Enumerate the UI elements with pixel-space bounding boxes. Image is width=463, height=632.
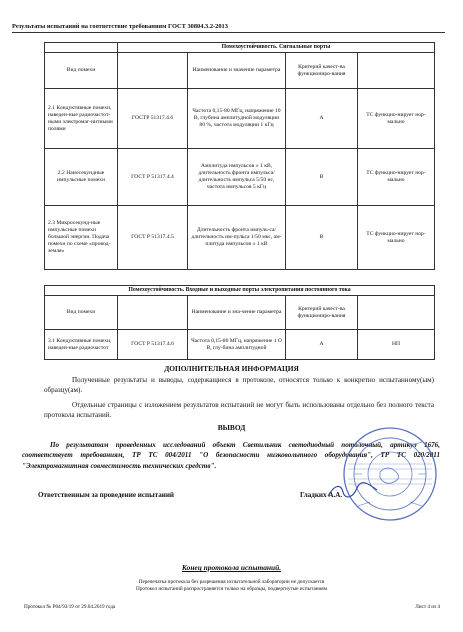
page-counter: Лист 4 из 4	[415, 604, 440, 610]
lab-stamp	[340, 424, 440, 524]
reprint-note: Перепечатка протокола без разрешения испытательной лаборатории не допускается	[138, 579, 325, 585]
results-table-signal-ports	[44, 42, 435, 270]
col-header-param: Наименование и зна-чение параметра	[188, 296, 286, 330]
results-table-dc-power-ports	[44, 285, 435, 360]
conclusion-title: ВЫВОД	[217, 423, 246, 432]
cell-param: Амплитуда импульсов ± 1 кВ, длительность фронта импульса/длительность импульса 5/50 нс, частота импульсов 5 кГц	[188, 149, 286, 206]
cell-result: ТС функцио-нирует нор-мально	[358, 149, 435, 206]
cell-view: 2.3 Микросекунд-ные импульсные помехи большой энергии. Подача помехи по схеме «провод-земля»	[45, 206, 118, 270]
cell-standard: ГОСТР 51317.4.6	[118, 89, 188, 149]
additional-info-paragraph: Полученные результаты и выводы, содержащиеся в протоколе, относятся только к конкретно испытанному(ым) образцу(ам).	[44, 376, 434, 394]
scope-note: Протокол испытаний распространяется только на образцы, подвергнутые испытаниям	[136, 586, 327, 592]
cell-criterion: B	[286, 206, 358, 270]
cell-standard: ГОСТ Р 51317.4.5	[118, 206, 188, 270]
table-row	[45, 206, 435, 270]
header-rule	[12, 32, 445, 33]
col-header-criterion: Критерий качест-ва функциониро-вания	[286, 296, 358, 330]
cell-standard: ГОСТ Р 51317.4.6	[118, 330, 188, 360]
cell-criterion: B	[286, 149, 358, 206]
col-header-view: Вид помехи	[45, 53, 118, 89]
cell-view: 3.1 Кондуктивные помехи, наведен-ные радиочастот	[45, 330, 118, 360]
cell-standard: ГОСТ Р 51317.4.4	[118, 149, 188, 206]
signature-name: Гладких А.А.	[300, 491, 343, 499]
page-header: Результаты испытаний на соответствие требованиям ГОСТ 30804.3.2-2013	[12, 23, 228, 30]
cell-view: 2.1 Кондуктивные помехи, наведен-ные радиочастот-ными электромаг-нитными полями	[45, 89, 118, 149]
cell-criterion: A	[286, 330, 358, 360]
cell-result: НП	[358, 330, 435, 360]
col-header-param: Наименование и значение параметра	[188, 53, 286, 89]
section-title-signal-ports: Помехоустойчивость. Сигнальные порты	[118, 43, 435, 53]
table-row	[45, 330, 435, 360]
col-header-view: Вид помехи	[45, 296, 118, 330]
cell-view: 2.2 Наносекундные импульсные помехи	[45, 149, 118, 206]
cell-param: Длительность фронта импуль-са/длительность им-пульса 1/50 мкс, ам-плитуда импульсов ± 1 кВ	[188, 206, 286, 270]
col-header-criterion: Критерий качест-ва функциониро-вания	[286, 53, 358, 89]
cell-param: Частота 0,15-80 МГц, напряжение 10 В, глубина амплитудной модуляции 80 %, частота модуляции 1 кГц	[188, 89, 286, 149]
cell-param: Частота 0,15-80 МГц, напряжение 1 О В, глу-бина амплитудной	[188, 330, 286, 360]
table-row	[45, 149, 435, 206]
section-title-dc-power-ports: Помехоустойчивость. Входные и выходные порты электропитания постоянного тока	[45, 286, 435, 296]
additional-info-text	[44, 376, 434, 420]
cell-result: ТС функцио-нирует нор-мально	[358, 206, 435, 270]
additional-info-title: ДОПОЛНИТЕЛЬНАЯ ИНФОРМАЦИЯ	[164, 364, 299, 373]
cell-criterion: A	[286, 89, 358, 149]
page-footer	[24, 604, 440, 610]
end-of-protocol: Конец протокола испытаний.	[181, 563, 282, 572]
additional-info-paragraph: Отдельные страницы с изложением результатов испытаний не могут быть использованы отдельно без полного текста протокола испытаний.	[44, 401, 434, 419]
conclusion-paragraph: По результатам проведенных исследований объект Светильник светодиодный потолочный, артикул 1676, соответствует требованиям, ТР ТС 004/2011 "О безопасности низковольтного оборудования", ТР ТС 020/2011 "Электромагнитная совместимость технических средств".	[22, 441, 440, 470]
table-row	[45, 89, 435, 149]
handwritten-signature	[325, 480, 380, 502]
cell-result: ТС функцио-нирует нор-мально	[358, 89, 435, 149]
protocol-number: Протокол № Р04/93/19 от 29.04.2019 года	[24, 604, 116, 610]
signature-label: Ответственным за проведение испытаний	[38, 491, 175, 499]
